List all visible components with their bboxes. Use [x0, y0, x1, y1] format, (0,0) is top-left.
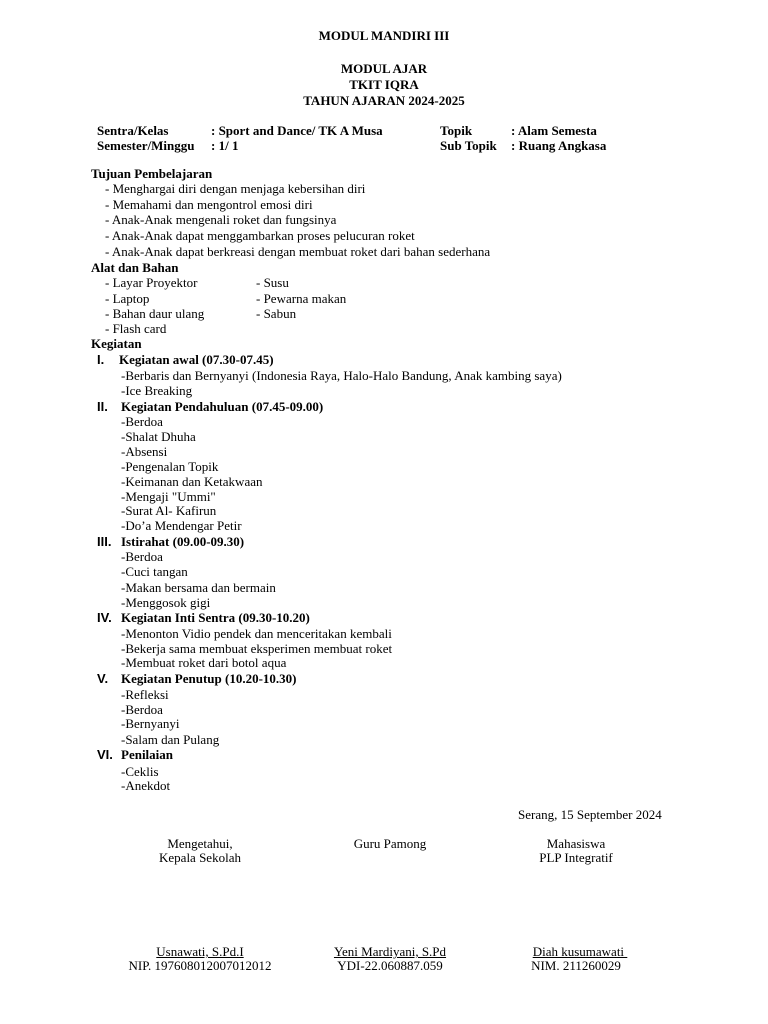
list-item: -Shalat Dhuha [121, 429, 196, 444]
list-item: -Pengenalan Topik [121, 459, 219, 474]
list-item: -Salam dan Pulang [121, 732, 220, 747]
section-title: Kegiatan Pendahuluan (07.45-09.00) [121, 399, 324, 414]
mid-signer-role: Guru Pamong [353, 836, 427, 851]
section-title: Kegiatan Penutup (10.20-10.30) [121, 671, 297, 686]
section-number: I. [97, 352, 105, 367]
school-name: TKIT IQRA [349, 77, 419, 92]
academic-year: TAHUN AJARAN 2024-2025 [303, 93, 465, 108]
section-number: II. [97, 399, 108, 414]
list-item: -Makan bersama dan bermain [121, 580, 276, 595]
list-item: - Memahami dan mengontrol emosi diri [105, 197, 313, 212]
alat-heading: Alat dan Bahan [91, 260, 179, 275]
section-title: Kegiatan awal (07.30-07.45) [119, 352, 274, 367]
left-signer-id: NIP. 197608012007012012 [128, 958, 272, 973]
left-signer-position: Kepala Sekolah [159, 850, 241, 865]
list-item: -Ice Breaking [121, 383, 193, 398]
list-item: -Berbaris dan Bernyanyi (Indonesia Raya, Halo-Halo Bandung, Anak kambing saya) [121, 368, 562, 383]
list-item: - Laptop [105, 291, 150, 306]
list-item: -Cuci tangan [121, 564, 188, 579]
list-item: -Membuat roket dari botol aqua [121, 655, 287, 670]
list-item: - Susu [256, 275, 289, 290]
topik-value: : Alam Semesta [511, 123, 597, 138]
list-item: -Bernyanyi [121, 716, 180, 731]
tujuan-heading: Tujuan Pembelajaran [91, 166, 213, 181]
section-number: III. [97, 534, 112, 549]
list-item: -Menggosok gigi [121, 595, 211, 610]
subtopik-value: : Ruang Angkasa [511, 138, 607, 153]
right-signer-position: PLP Integratif [539, 850, 613, 865]
mid-signer-name: Yeni Mardiyani, S.Pd [333, 944, 447, 959]
module-title: MODUL MANDIRI III [318, 28, 450, 43]
list-item: -Menonton Vidio pendek dan menceritakan kembali [121, 626, 392, 641]
section-number: V. [97, 671, 109, 686]
kegiatan-heading: Kegiatan [91, 336, 142, 351]
right-signer-id: NIM. 211260029 [531, 958, 621, 973]
list-item: -Absensi [121, 444, 168, 459]
list-item: -Berdoa [121, 414, 163, 429]
sentra-value: : Sport and Dance/ TK A Musa [211, 123, 383, 138]
list-item: - Anak-Anak dapat menggambarkan proses pelucuran roket [105, 228, 415, 243]
list-item: -Ceklis [121, 764, 159, 779]
list-item: -Berdoa [121, 702, 163, 717]
list-item: - Anak-Anak mengenali roket dan fungsinya [105, 212, 337, 227]
doc-title: MODUL AJAR [340, 61, 428, 76]
section-title: Penilaian [121, 747, 174, 762]
list-item: - Sabun [256, 306, 297, 321]
list-item: - Flash card [105, 321, 167, 336]
subtopik-label: Sub Topik [440, 138, 497, 153]
list-item: - Pewarna makan [256, 291, 347, 306]
list-item: - Anak-Anak dapat berkreasi dengan membuat roket dari bahan sederhana [105, 244, 491, 259]
list-item: - Bahan daur ulang [105, 306, 205, 321]
sentra-label: Sentra/Kelas [97, 123, 169, 138]
list-item: -Keimanan dan Ketakwaan [121, 474, 263, 489]
section-title: Istirahat (09.00-09.30) [121, 534, 245, 549]
left-signer-role: Mengetahui, [167, 836, 233, 851]
left-signer-name: Usnawati, S.Pd.I [156, 944, 244, 959]
section-number: IV. [97, 610, 112, 625]
list-item: -Mengaji "Ummi" [121, 489, 216, 504]
place-date: Serang, 15 September 2024 [518, 807, 662, 822]
list-item: -Anekdot [121, 778, 171, 793]
mid-signer-id: YDI-22.060887.059 [337, 958, 443, 973]
list-item: - Layar Proyektor [105, 275, 198, 290]
right-signer-name: Diah kusumawati [532, 944, 628, 959]
topik-label: Topik [440, 123, 473, 138]
section-title: Kegiatan Inti Sentra (09.30-10.20) [121, 610, 310, 625]
list-item: -Berdoa [121, 549, 163, 564]
right-signer-role: Mahasiswa [546, 836, 606, 851]
semester-value: : 1/ 1 [211, 138, 239, 153]
list-item: -Do’a Mendengar Petir [121, 518, 242, 533]
list-item: -Refleksi [121, 687, 169, 702]
semester-label: Semester/Minggu [97, 138, 195, 153]
list-item: - Menghargai diri dengan menjaga kebersihan diri [105, 181, 366, 196]
list-item: -Surat Al- Kafirun [121, 503, 217, 518]
list-item: -Bekerja sama membuat eksperimen membuat roket [121, 641, 393, 656]
section-number: VI. [97, 747, 113, 762]
